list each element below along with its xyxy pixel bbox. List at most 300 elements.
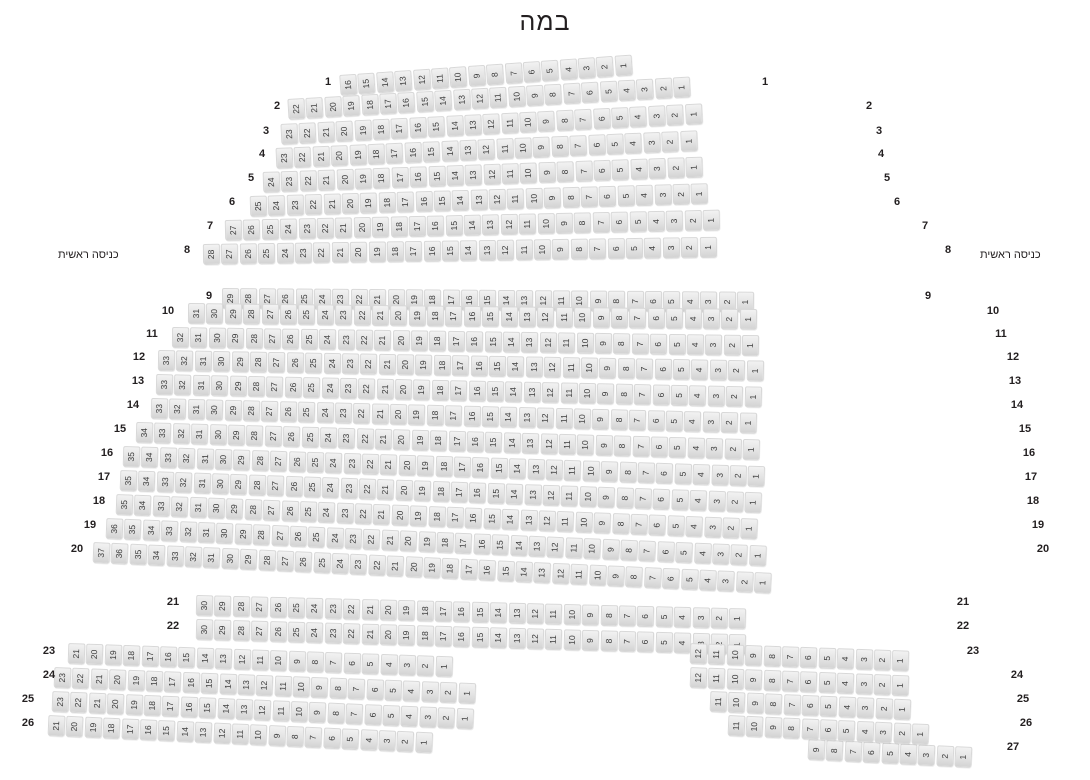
- seat[interactable]: [360, 729, 378, 751]
- seat[interactable]: [563, 629, 581, 650]
- seat[interactable]: [689, 385, 706, 406]
- seat[interactable]: [393, 429, 411, 450]
- seat[interactable]: [342, 193, 360, 214]
- seat[interactable]: [360, 354, 377, 375]
- seat[interactable]: [285, 476, 303, 498]
- seat[interactable]: [613, 333, 630, 354]
- seat[interactable]: [478, 139, 496, 161]
- seat[interactable]: [178, 448, 196, 470]
- seat[interactable]: [661, 131, 679, 153]
- seat[interactable]: [749, 545, 767, 567]
- seat[interactable]: [441, 140, 459, 162]
- seat[interactable]: [589, 238, 606, 259]
- seat[interactable]: [600, 605, 618, 626]
- seat[interactable]: [556, 307, 573, 328]
- seat[interactable]: [538, 162, 556, 184]
- seat[interactable]: [537, 407, 555, 428]
- seat[interactable]: [466, 331, 483, 352]
- seat[interactable]: [746, 693, 764, 715]
- seat[interactable]: [436, 532, 454, 554]
- seat[interactable]: [176, 721, 194, 743]
- seat[interactable]: [235, 699, 253, 721]
- seat[interactable]: [582, 460, 600, 482]
- seat[interactable]: [728, 360, 745, 381]
- seat[interactable]: [655, 78, 673, 100]
- seat[interactable]: [143, 695, 161, 717]
- seat[interactable]: [540, 433, 558, 454]
- seat[interactable]: [557, 161, 575, 183]
- seat[interactable]: [127, 670, 145, 692]
- seat[interactable]: [551, 136, 569, 158]
- seat[interactable]: [502, 163, 520, 185]
- seat[interactable]: [724, 438, 742, 459]
- seat[interactable]: [190, 327, 207, 348]
- seat[interactable]: [667, 515, 685, 537]
- seat[interactable]: [508, 628, 526, 649]
- seat[interactable]: [288, 597, 306, 618]
- seat[interactable]: [612, 513, 630, 535]
- seat[interactable]: [687, 334, 704, 355]
- seat[interactable]: [307, 452, 325, 474]
- seat[interactable]: [671, 385, 688, 406]
- seat[interactable]: [636, 185, 654, 206]
- seat[interactable]: [428, 506, 446, 528]
- seat[interactable]: [588, 134, 606, 156]
- seat[interactable]: [673, 359, 690, 380]
- seat[interactable]: [574, 212, 591, 233]
- seat[interactable]: [726, 668, 744, 690]
- seat[interactable]: [838, 696, 856, 718]
- seat[interactable]: [136, 422, 154, 443]
- seat[interactable]: [398, 655, 416, 677]
- seat[interactable]: [483, 113, 501, 135]
- seat[interactable]: [138, 471, 156, 493]
- seat[interactable]: [253, 524, 271, 546]
- seat[interactable]: [121, 718, 139, 740]
- seat[interactable]: [577, 434, 595, 455]
- seat[interactable]: [596, 56, 614, 78]
- seat[interactable]: [632, 333, 649, 354]
- seat[interactable]: [655, 632, 673, 653]
- seat[interactable]: [634, 488, 652, 510]
- seat[interactable]: [316, 402, 334, 423]
- seat[interactable]: [726, 386, 743, 407]
- seat[interactable]: [309, 702, 327, 724]
- seat[interactable]: [363, 529, 381, 551]
- seat[interactable]: [427, 306, 444, 327]
- seat[interactable]: [680, 569, 698, 591]
- seat[interactable]: [542, 382, 559, 403]
- seat[interactable]: [350, 242, 367, 263]
- seat[interactable]: [764, 717, 782, 739]
- seat[interactable]: [765, 693, 783, 715]
- seat[interactable]: [88, 693, 106, 715]
- seat[interactable]: [276, 243, 293, 264]
- seat[interactable]: [528, 536, 546, 558]
- seat[interactable]: [537, 213, 554, 234]
- seat[interactable]: [290, 701, 308, 723]
- seat[interactable]: [478, 560, 496, 582]
- seat[interactable]: [305, 353, 322, 374]
- seat[interactable]: [547, 536, 565, 558]
- seat[interactable]: [593, 212, 610, 233]
- seat[interactable]: [559, 58, 577, 80]
- seat[interactable]: [636, 358, 653, 379]
- seat[interactable]: [324, 96, 342, 118]
- seat[interactable]: [318, 169, 336, 191]
- seat[interactable]: [226, 498, 244, 520]
- seat[interactable]: [313, 552, 331, 574]
- seat[interactable]: [656, 463, 674, 485]
- seat[interactable]: [323, 193, 341, 214]
- seat[interactable]: [409, 305, 426, 326]
- seat[interactable]: [289, 526, 307, 548]
- seat[interactable]: [129, 544, 147, 566]
- seat[interactable]: [599, 186, 617, 207]
- seat[interactable]: [66, 716, 84, 738]
- seat[interactable]: [350, 554, 368, 576]
- seat[interactable]: [264, 426, 282, 447]
- seat[interactable]: [598, 487, 616, 509]
- seat[interactable]: [482, 306, 499, 327]
- seat[interactable]: [342, 353, 359, 374]
- seat[interactable]: [589, 565, 607, 587]
- seat[interactable]: [482, 406, 500, 427]
- seat[interactable]: [380, 454, 398, 476]
- seat[interactable]: [404, 142, 422, 164]
- seat[interactable]: [893, 699, 911, 721]
- seat[interactable]: [306, 97, 324, 119]
- seat[interactable]: [650, 334, 667, 355]
- seat[interactable]: [400, 530, 418, 552]
- seat[interactable]: [552, 239, 569, 260]
- seat[interactable]: [472, 457, 490, 479]
- seat[interactable]: [453, 89, 471, 111]
- seat[interactable]: [386, 143, 404, 165]
- seat[interactable]: [491, 534, 509, 556]
- seat[interactable]: [254, 699, 272, 721]
- seat[interactable]: [654, 184, 672, 205]
- seat[interactable]: [452, 190, 470, 211]
- seat[interactable]: [390, 216, 407, 237]
- seat[interactable]: [169, 398, 187, 419]
- seat[interactable]: [52, 691, 70, 713]
- seat[interactable]: [416, 625, 434, 646]
- seat[interactable]: [193, 473, 211, 495]
- seat[interactable]: [460, 240, 477, 261]
- seat[interactable]: [652, 384, 669, 405]
- seat[interactable]: [232, 620, 250, 641]
- seat[interactable]: [435, 601, 453, 622]
- seat[interactable]: [337, 329, 354, 350]
- seat[interactable]: [225, 220, 242, 241]
- seat[interactable]: [188, 303, 205, 324]
- seat[interactable]: [544, 187, 562, 208]
- seat[interactable]: [510, 535, 528, 557]
- seat[interactable]: [600, 81, 618, 103]
- seat[interactable]: [261, 304, 278, 325]
- seat[interactable]: [374, 330, 391, 351]
- seat[interactable]: [509, 458, 527, 480]
- seat[interactable]: [380, 654, 398, 676]
- seat[interactable]: [195, 351, 212, 372]
- seat[interactable]: [158, 350, 175, 371]
- seat[interactable]: [496, 138, 514, 160]
- seat[interactable]: [685, 103, 703, 125]
- seat[interactable]: [655, 606, 673, 627]
- seat[interactable]: [503, 332, 520, 353]
- seat[interactable]: [709, 360, 726, 381]
- seat[interactable]: [411, 430, 429, 451]
- seat[interactable]: [542, 485, 560, 507]
- seat[interactable]: [246, 425, 264, 446]
- seat[interactable]: [507, 356, 524, 377]
- seat[interactable]: [524, 382, 541, 403]
- seat[interactable]: [487, 483, 505, 505]
- seat[interactable]: [432, 481, 450, 503]
- seat[interactable]: [176, 350, 193, 371]
- seat[interactable]: [442, 240, 459, 261]
- seat[interactable]: [158, 720, 176, 742]
- seat[interactable]: [430, 430, 448, 451]
- seat[interactable]: [409, 216, 426, 237]
- seat[interactable]: [508, 603, 526, 624]
- seat[interactable]: [398, 625, 416, 646]
- seat[interactable]: [269, 597, 287, 618]
- seat[interactable]: [405, 556, 423, 578]
- seat[interactable]: [423, 557, 441, 579]
- seat[interactable]: [373, 504, 391, 526]
- seat[interactable]: [684, 210, 701, 231]
- seat[interactable]: [666, 104, 684, 126]
- seat[interactable]: [675, 542, 693, 564]
- seat[interactable]: [380, 599, 398, 620]
- seat[interactable]: [717, 570, 735, 592]
- seat[interactable]: [317, 218, 334, 239]
- seat[interactable]: [413, 69, 431, 91]
- seat[interactable]: [160, 646, 178, 668]
- seat[interactable]: [416, 91, 434, 113]
- seat[interactable]: [497, 560, 515, 582]
- seat[interactable]: [607, 238, 624, 259]
- seat[interactable]: [446, 507, 464, 529]
- seat[interactable]: [245, 328, 262, 349]
- seat[interactable]: [820, 696, 838, 718]
- seat[interactable]: [875, 722, 893, 744]
- seat[interactable]: [707, 386, 724, 407]
- seat[interactable]: [453, 626, 471, 647]
- seat[interactable]: [472, 602, 490, 623]
- seat[interactable]: [465, 507, 483, 529]
- seat[interactable]: [473, 533, 491, 555]
- seat[interactable]: [303, 377, 320, 398]
- seat[interactable]: [681, 237, 698, 258]
- seat[interactable]: [372, 305, 389, 326]
- seat[interactable]: [70, 692, 88, 714]
- seat[interactable]: [325, 452, 343, 474]
- seat[interactable]: [673, 184, 691, 205]
- seat[interactable]: [224, 400, 242, 421]
- seat[interactable]: [335, 402, 353, 423]
- seat[interactable]: [699, 570, 717, 592]
- seat[interactable]: [730, 544, 748, 566]
- seat[interactable]: [268, 725, 286, 747]
- seat[interactable]: [378, 192, 396, 213]
- seat[interactable]: [384, 680, 402, 702]
- seat[interactable]: [268, 352, 285, 373]
- seat[interactable]: [339, 74, 357, 96]
- seat[interactable]: [619, 631, 637, 652]
- seat[interactable]: [521, 332, 538, 353]
- seat[interactable]: [408, 404, 426, 425]
- seat[interactable]: [243, 304, 260, 325]
- seat[interactable]: [103, 718, 121, 740]
- seat[interactable]: [693, 464, 711, 486]
- seat[interactable]: [230, 474, 248, 496]
- seat[interactable]: [353, 305, 370, 326]
- seat[interactable]: [601, 461, 619, 483]
- seat[interactable]: [427, 405, 445, 426]
- seat[interactable]: [581, 82, 599, 104]
- seat[interactable]: [918, 744, 936, 766]
- seat[interactable]: [708, 491, 726, 513]
- seat[interactable]: [295, 551, 313, 573]
- seat[interactable]: [710, 691, 728, 713]
- seat[interactable]: [434, 355, 451, 376]
- seat[interactable]: [574, 408, 592, 429]
- seat[interactable]: [343, 653, 361, 675]
- seat[interactable]: [489, 356, 506, 377]
- seat[interactable]: [501, 214, 518, 235]
- seat[interactable]: [674, 607, 692, 628]
- seat[interactable]: [537, 307, 554, 328]
- seat[interactable]: [446, 115, 464, 137]
- seat[interactable]: [611, 307, 628, 328]
- seat[interactable]: [213, 351, 230, 372]
- seat[interactable]: [582, 630, 600, 651]
- seat[interactable]: [754, 572, 772, 594]
- seat[interactable]: [648, 211, 665, 232]
- seat[interactable]: [579, 486, 597, 508]
- seat[interactable]: [489, 87, 507, 109]
- seat[interactable]: [711, 464, 729, 486]
- seat[interactable]: [533, 137, 551, 159]
- seat[interactable]: [525, 188, 543, 209]
- seat[interactable]: [856, 721, 874, 743]
- seat[interactable]: [134, 495, 152, 517]
- seat[interactable]: [844, 741, 862, 763]
- seat[interactable]: [434, 190, 452, 211]
- seat[interactable]: [382, 705, 400, 727]
- seat[interactable]: [261, 401, 279, 422]
- seat[interactable]: [48, 715, 66, 737]
- seat[interactable]: [335, 305, 352, 326]
- seat[interactable]: [196, 619, 214, 640]
- seat[interactable]: [650, 436, 668, 457]
- seat[interactable]: [592, 307, 609, 328]
- seat[interactable]: [282, 329, 299, 350]
- seat[interactable]: [855, 673, 873, 695]
- seat[interactable]: [538, 111, 556, 133]
- seat[interactable]: [468, 381, 485, 402]
- seat[interactable]: [614, 435, 632, 456]
- seat[interactable]: [745, 492, 763, 514]
- seat[interactable]: [721, 412, 739, 433]
- seat[interactable]: [151, 398, 169, 419]
- seat[interactable]: [323, 353, 340, 374]
- seat[interactable]: [325, 652, 343, 674]
- seat[interactable]: [501, 112, 519, 134]
- seat[interactable]: [225, 303, 242, 324]
- seat[interactable]: [783, 718, 801, 740]
- seat[interactable]: [502, 509, 520, 531]
- seat[interactable]: [360, 192, 378, 213]
- seat[interactable]: [705, 334, 722, 355]
- seat[interactable]: [708, 644, 726, 666]
- seat[interactable]: [736, 571, 754, 593]
- seat[interactable]: [629, 106, 647, 128]
- seat[interactable]: [893, 723, 911, 745]
- seat[interactable]: [233, 596, 251, 617]
- seat[interactable]: [619, 605, 637, 626]
- seat[interactable]: [209, 328, 226, 349]
- seat[interactable]: [322, 477, 340, 499]
- seat[interactable]: [329, 678, 347, 700]
- seat[interactable]: [783, 694, 801, 716]
- seat[interactable]: [653, 489, 671, 511]
- seat[interactable]: [340, 378, 357, 399]
- seat[interactable]: [364, 704, 382, 726]
- seat[interactable]: [380, 624, 398, 645]
- seat[interactable]: [311, 677, 329, 699]
- seat[interactable]: [336, 169, 354, 191]
- seat[interactable]: [104, 644, 122, 666]
- seat[interactable]: [637, 631, 655, 652]
- seat[interactable]: [368, 241, 385, 262]
- seat[interactable]: [614, 55, 632, 77]
- seat[interactable]: [233, 449, 251, 471]
- seat[interactable]: [445, 215, 462, 236]
- seat[interactable]: [381, 530, 399, 552]
- seat[interactable]: [175, 472, 193, 494]
- seat[interactable]: [391, 505, 409, 527]
- seat[interactable]: [343, 453, 361, 475]
- seat[interactable]: [349, 144, 367, 166]
- seat[interactable]: [726, 491, 744, 513]
- seat[interactable]: [250, 352, 267, 373]
- seat[interactable]: [221, 548, 239, 570]
- seat[interactable]: [483, 508, 501, 530]
- seat[interactable]: [644, 238, 661, 259]
- seat[interactable]: [367, 143, 385, 165]
- seat[interactable]: [203, 547, 221, 569]
- seat[interactable]: [303, 476, 321, 498]
- seat[interactable]: [272, 700, 290, 722]
- seat[interactable]: [647, 410, 665, 431]
- seat[interactable]: [534, 239, 551, 260]
- seat[interactable]: [657, 541, 675, 563]
- seat[interactable]: [338, 428, 356, 449]
- seat[interactable]: [694, 543, 712, 565]
- seat[interactable]: [395, 379, 412, 400]
- seat[interactable]: [172, 423, 190, 444]
- seat[interactable]: [323, 728, 341, 750]
- seat[interactable]: [643, 132, 661, 154]
- seat[interactable]: [452, 355, 469, 376]
- seat[interactable]: [544, 84, 562, 106]
- seat[interactable]: [448, 431, 466, 452]
- seat[interactable]: [533, 562, 551, 584]
